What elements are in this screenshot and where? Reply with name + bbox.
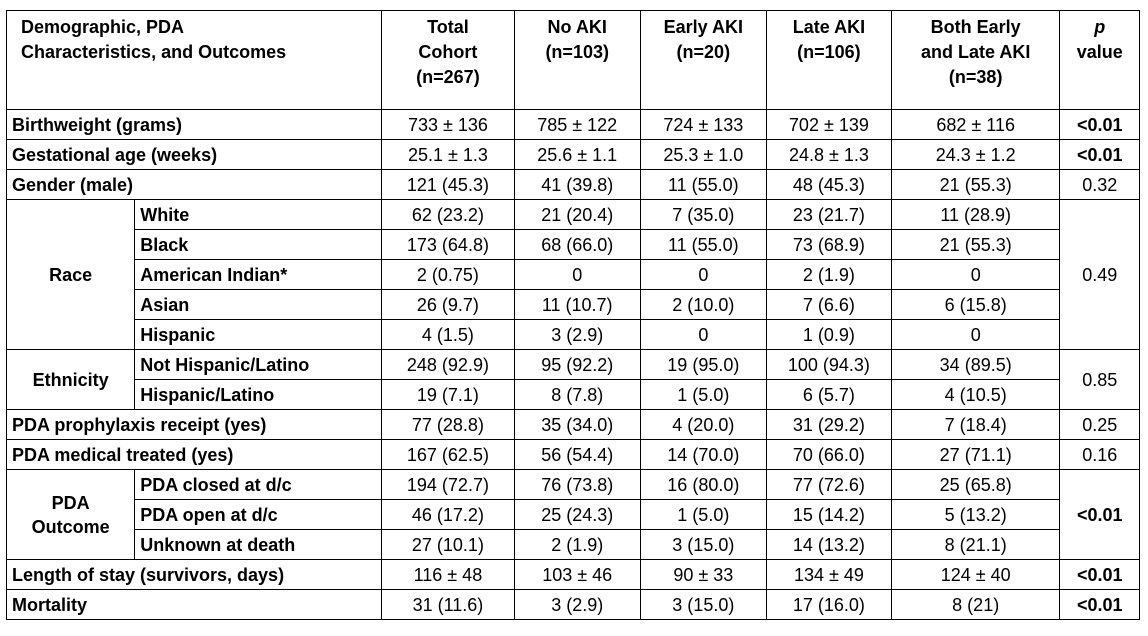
cell-early-aki: 90 ± 33: [640, 560, 766, 590]
cell-total: 26 (9.7): [382, 290, 514, 320]
row-birthweight: [7, 110, 1140, 140]
row-label: Length of stay (survivors, days): [7, 560, 382, 590]
cell-late-aki: 2 (1.9): [766, 260, 891, 290]
cell-early-aki: 7 (35.0): [640, 200, 766, 230]
cell-both-aki: 124 ± 40: [891, 560, 1060, 590]
row-label: Birthweight (grams): [7, 110, 382, 140]
cell-total: 248 (92.9): [382, 350, 514, 380]
cell-late-aki: 134 ± 49: [766, 560, 891, 590]
row-gender: [7, 170, 1140, 200]
cell-no-aki: 41 (39.8): [514, 170, 640, 200]
row-race-hispanic: [7, 320, 1140, 350]
cell-total: 19 (7.1): [382, 380, 514, 410]
cell-both-aki: 682 ± 116: [891, 110, 1060, 140]
cell-no-aki: 56 (54.4): [514, 440, 640, 470]
cell-total: 173 (64.8): [382, 230, 514, 260]
cell-late-aki: 14 (13.2): [766, 530, 891, 560]
cell-p-value: <0.01: [1060, 590, 1140, 620]
row-label: White: [135, 200, 382, 230]
cell-early-aki: 11 (55.0): [640, 170, 766, 200]
row-race-white: [7, 200, 1140, 230]
cell-both-aki: 7 (18.4): [891, 410, 1060, 440]
cell-late-aki: 100 (94.3): [766, 350, 891, 380]
cell-late-aki: 31 (29.2): [766, 410, 891, 440]
row-label: PDA open at d/c: [135, 500, 382, 530]
cell-early-aki: 25.3 ± 1.0: [640, 140, 766, 170]
group-label-ethnicity: Ethnicity: [7, 350, 135, 410]
cell-no-aki: 25 (24.3): [514, 500, 640, 530]
cell-early-aki: 4 (20.0): [640, 410, 766, 440]
cell-total: 31 (11.6): [382, 590, 514, 620]
cell-early-aki: 16 (80.0): [640, 470, 766, 500]
cell-both-aki: 24.3 ± 1.2: [891, 140, 1060, 170]
cell-late-aki: 23 (21.7): [766, 200, 891, 230]
cell-p-value: <0.01: [1060, 110, 1140, 140]
header-p-value: p value: [1060, 11, 1140, 110]
cell-total: 4 (1.5): [382, 320, 514, 350]
cell-no-aki: 103 ± 46: [514, 560, 640, 590]
row-label: PDA prophylaxis receipt (yes): [7, 410, 382, 440]
cell-both-aki: 25 (65.8): [891, 470, 1060, 500]
cell-total: 733 ± 136: [382, 110, 514, 140]
row-label: Mortality: [7, 590, 382, 620]
cell-no-aki: 35 (34.0): [514, 410, 640, 440]
cell-p-value: 0.25: [1060, 410, 1140, 440]
cell-late-aki: 48 (45.3): [766, 170, 891, 200]
row-label: Gender (male): [7, 170, 382, 200]
row-label: PDA medical treated (yes): [7, 440, 382, 470]
cell-no-aki: 68 (66.0): [514, 230, 640, 260]
cell-total: 46 (17.2): [382, 500, 514, 530]
row-label: Black: [135, 230, 382, 260]
cell-no-aki: 21 (20.4): [514, 200, 640, 230]
row-length-of-stay: [7, 560, 1140, 590]
row-ethnicity-not-hispanic: [7, 350, 1140, 380]
row-race-black: [7, 230, 1140, 260]
cell-p-value: <0.01: [1060, 470, 1140, 560]
cell-both-aki: 0: [891, 320, 1060, 350]
cell-late-aki: 70 (66.0): [766, 440, 891, 470]
cell-late-aki: 702 ± 139: [766, 110, 891, 140]
header-both-aki: Both Early and Late AKI (n=38): [891, 11, 1060, 110]
row-pda-medical-treated: [7, 440, 1140, 470]
cell-early-aki: 3 (15.0): [640, 590, 766, 620]
row-pda-closed: [7, 470, 1140, 500]
row-pda-prophylaxis: [7, 410, 1140, 440]
cell-no-aki: 25.6 ± 1.1: [514, 140, 640, 170]
cell-total: 62 (23.2): [382, 200, 514, 230]
cell-no-aki: 785 ± 122: [514, 110, 640, 140]
row-label: American Indian*: [135, 260, 382, 290]
cell-early-aki: 1 (5.0): [640, 380, 766, 410]
cell-both-aki: 0: [891, 260, 1060, 290]
cell-no-aki: 76 (73.8): [514, 470, 640, 500]
cell-both-aki: 21 (55.3): [891, 170, 1060, 200]
cell-p-value: 0.49: [1060, 200, 1140, 350]
header-late-aki: Late AKI (n=106): [766, 11, 891, 110]
cell-p-value: <0.01: [1060, 140, 1140, 170]
cell-both-aki: 21 (55.3): [891, 230, 1060, 260]
row-label: Asian: [135, 290, 382, 320]
group-label-race: Race: [7, 200, 135, 350]
row-ethnicity-hispanic: [7, 380, 1140, 410]
cell-total: 167 (62.5): [382, 440, 514, 470]
cell-p-value: <0.01: [1060, 560, 1140, 590]
row-label: Hispanic/Latino: [135, 380, 382, 410]
cell-total: 121 (45.3): [382, 170, 514, 200]
cell-total: 116 ± 48: [382, 560, 514, 590]
header-early-aki: Early AKI (n=20): [640, 11, 766, 110]
row-label: Hispanic: [135, 320, 382, 350]
row-label: Unknown at death: [135, 530, 382, 560]
cell-late-aki: 77 (72.6): [766, 470, 891, 500]
header-row: [7, 11, 1140, 110]
cell-late-aki: 15 (14.2): [766, 500, 891, 530]
cell-no-aki: 11 (10.7): [514, 290, 640, 320]
row-pda-unknown: [7, 530, 1140, 560]
header-total-cohort: Total Cohort (n=267): [382, 11, 514, 110]
cell-early-aki: 2 (10.0): [640, 290, 766, 320]
row-label: PDA closed at d/c: [135, 470, 382, 500]
cell-total: 2 (0.75): [382, 260, 514, 290]
cell-p-value: 0.85: [1060, 350, 1140, 410]
row-pda-open: [7, 500, 1140, 530]
cell-total: 27 (10.1): [382, 530, 514, 560]
header-no-aki: No AKI (n=103): [514, 11, 640, 110]
cell-early-aki: 19 (95.0): [640, 350, 766, 380]
cell-p-value: 0.32: [1060, 170, 1140, 200]
cell-early-aki: 11 (55.0): [640, 230, 766, 260]
group-label-pda-outcome: PDA Outcome: [7, 470, 135, 560]
cell-no-aki: 3 (2.9): [514, 590, 640, 620]
cell-total: 194 (72.7): [382, 470, 514, 500]
cell-early-aki: 3 (15.0): [640, 530, 766, 560]
cell-late-aki: 24.8 ± 1.3: [766, 140, 891, 170]
cell-p-value: 0.16: [1060, 440, 1140, 470]
cell-both-aki: 34 (89.5): [891, 350, 1060, 380]
row-gestational-age: [7, 140, 1140, 170]
cell-no-aki: 3 (2.9): [514, 320, 640, 350]
cell-late-aki: 73 (68.9): [766, 230, 891, 260]
cell-no-aki: 2 (1.9): [514, 530, 640, 560]
cell-late-aki: 6 (5.7): [766, 380, 891, 410]
row-mortality: [7, 590, 1140, 620]
row-race-asian: [7, 290, 1140, 320]
cell-early-aki: 724 ± 133: [640, 110, 766, 140]
cell-both-aki: 6 (15.8): [891, 290, 1060, 320]
demographics-table: [6, 10, 1140, 620]
row-race-american-indian: [7, 260, 1140, 290]
cell-no-aki: 0: [514, 260, 640, 290]
cell-both-aki: 8 (21): [891, 590, 1060, 620]
cell-both-aki: 5 (13.2): [891, 500, 1060, 530]
cell-no-aki: 8 (7.8): [514, 380, 640, 410]
cell-early-aki: 0: [640, 320, 766, 350]
header-characteristics: Demographic, PDA Characteristics, and Outcomes: [7, 11, 382, 110]
cell-both-aki: 8 (21.1): [891, 530, 1060, 560]
row-label: Not Hispanic/Latino: [135, 350, 382, 380]
cell-total: 77 (28.8): [382, 410, 514, 440]
cell-early-aki: 0: [640, 260, 766, 290]
cell-total: 25.1 ± 1.3: [382, 140, 514, 170]
cell-early-aki: 14 (70.0): [640, 440, 766, 470]
cell-both-aki: 27 (71.1): [891, 440, 1060, 470]
cell-early-aki: 1 (5.0): [640, 500, 766, 530]
cell-both-aki: 11 (28.9): [891, 200, 1060, 230]
cell-both-aki: 4 (10.5): [891, 380, 1060, 410]
row-label: Gestational age (weeks): [7, 140, 382, 170]
cell-late-aki: 1 (0.9): [766, 320, 891, 350]
cell-late-aki: 17 (16.0): [766, 590, 891, 620]
cell-no-aki: 95 (92.2): [514, 350, 640, 380]
cell-late-aki: 7 (6.6): [766, 290, 891, 320]
